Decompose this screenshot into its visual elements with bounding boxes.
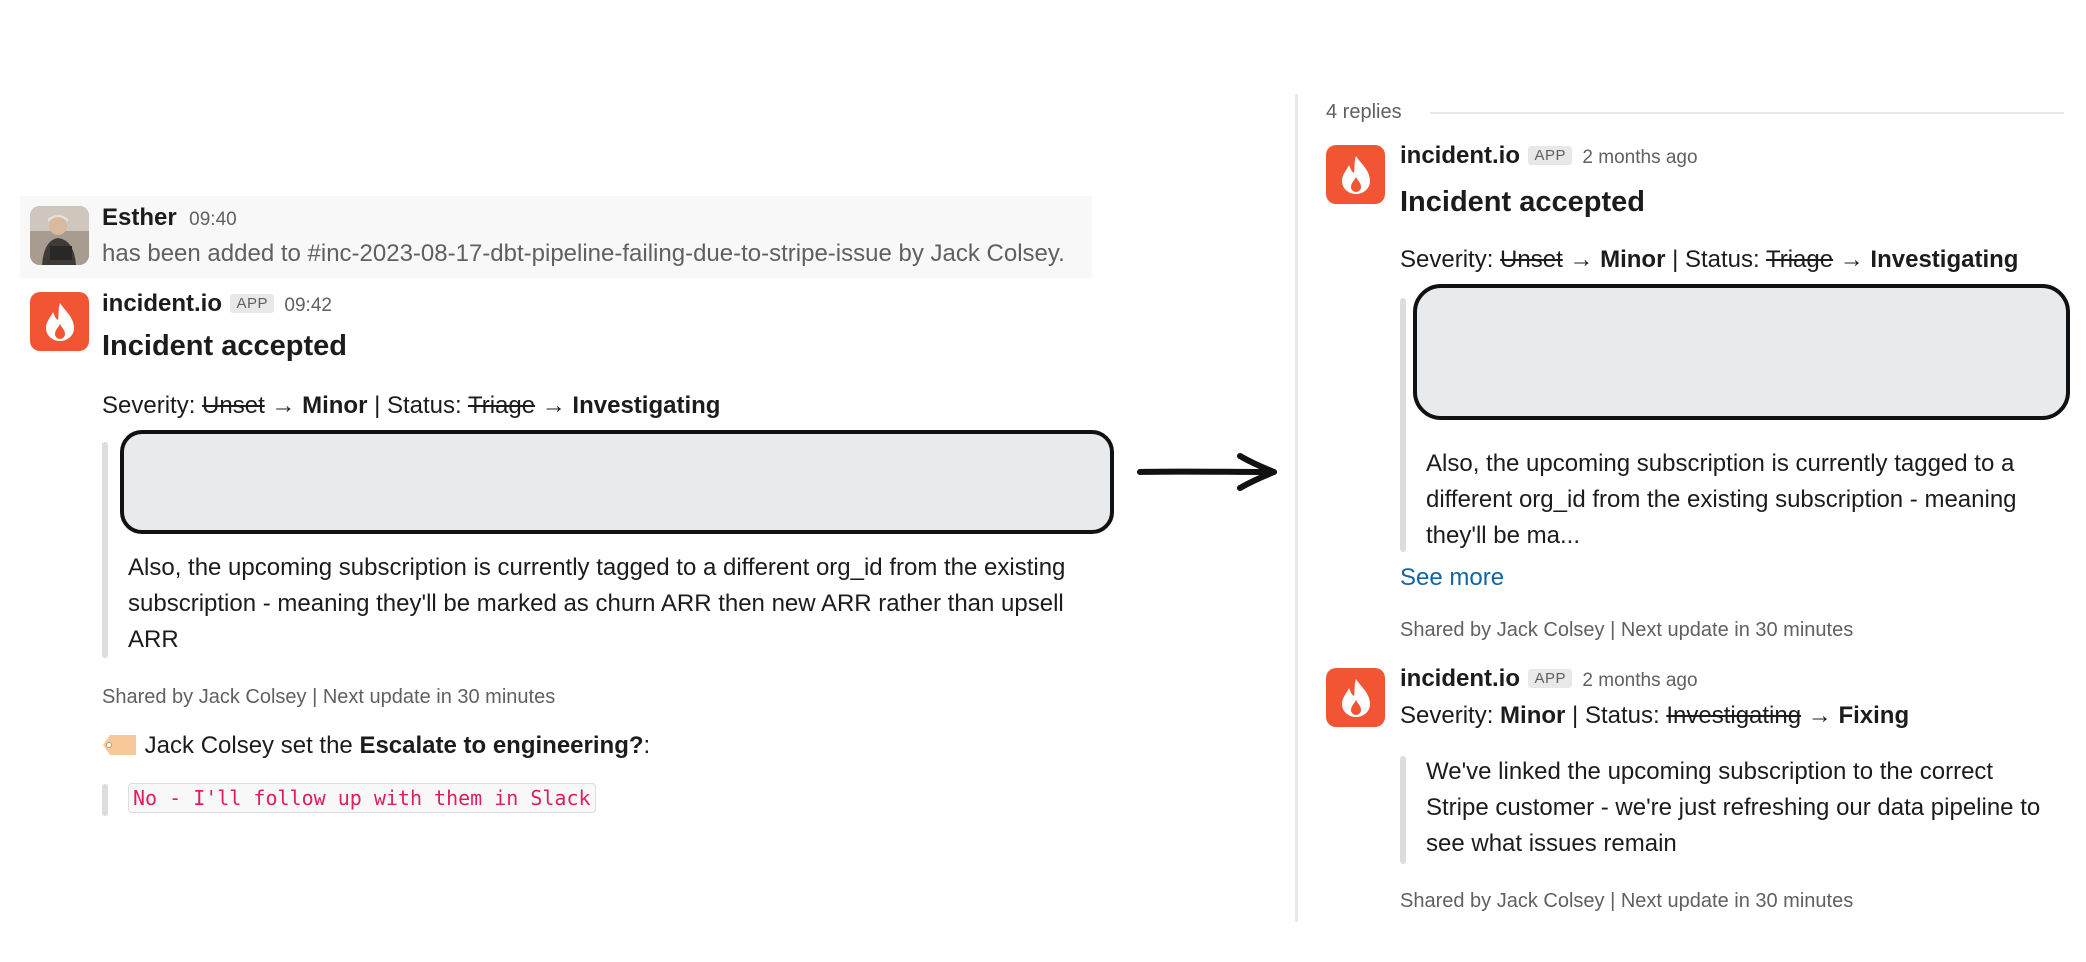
- arrow: →: [1807, 702, 1832, 729]
- replies-count[interactable]: 4 replies: [1326, 101, 1402, 123]
- replies-divider: [1430, 112, 2064, 114]
- severity-value: Minor: [1500, 702, 1566, 729]
- status-new: Investigating: [1870, 246, 2019, 273]
- flame-icon: [1339, 155, 1373, 195]
- severity-old: Unset: [202, 392, 265, 419]
- incident-io-avatar[interactable]: [30, 292, 89, 351]
- incident-io-avatar[interactable]: [1326, 668, 1385, 727]
- thread-vertical-divider: [1295, 94, 1298, 922]
- right-message-2-quote-bar: [1400, 756, 1406, 864]
- arrow: →: [541, 392, 566, 419]
- status-label: | Status:: [367, 392, 462, 419]
- escalation-prefix: Jack Colsey set the: [144, 732, 353, 759]
- escalation-line: [102, 732, 650, 760]
- left-incident-time[interactable]: 09:42: [284, 295, 332, 316]
- left-incident-title: Incident accepted: [102, 330, 347, 362]
- severity-new: Minor: [302, 392, 368, 419]
- quote-line: Also, the upcoming subscription is currently tagged to a different org_id from the existing: [128, 554, 1066, 581]
- quote-line: different org_id from the existing subscription - meaning: [1426, 486, 2017, 513]
- left-redacted-block: [120, 430, 1114, 534]
- escalation-value-code: No - I'll follow up with them in Slack: [128, 783, 596, 813]
- right-quote-text: [1426, 446, 2017, 554]
- severity-new: Minor: [1600, 246, 1666, 273]
- right-message-1-footer: Shared by Jack Colsey | Next update in 30 minutes: [1400, 619, 1854, 641]
- escalation-suffix: :: [643, 732, 651, 759]
- status-old: Triage: [467, 392, 536, 419]
- severity-old: Unset: [1500, 246, 1563, 273]
- esther-message-text: has been added to #inc-2023-08-17-dbt-pipeline-failing-due-to-stripe-issue by Jack Colsey.: [102, 240, 1065, 267]
- label-tag-icon: [102, 734, 138, 756]
- left-quote-text: [128, 550, 1065, 658]
- status-old: Investigating: [1666, 702, 1802, 729]
- right-severity-status-line: [1400, 246, 2018, 274]
- quote-line: Stripe customer - we're just refreshing our data pipeline to: [1426, 794, 2041, 821]
- flame-icon: [43, 302, 77, 342]
- status-old: Triage: [1765, 246, 1834, 273]
- arrow: →: [271, 392, 296, 419]
- status-new: Investigating: [572, 392, 721, 419]
- incident-io-avatar[interactable]: [1326, 145, 1385, 204]
- arrow: →: [1569, 246, 1594, 273]
- quote-line: they'll be ma...: [1426, 522, 1580, 549]
- quote-line: subscription - meaning they'll be marked as churn ARR then new ARR rather than upsell: [128, 590, 1064, 617]
- right-redacted-block: [1413, 284, 2070, 420]
- left-incident-header: [102, 290, 332, 318]
- left-incident-author[interactable]: incident.io: [102, 290, 222, 317]
- right-quote-bar: [1400, 298, 1406, 552]
- esther-message-header: [102, 204, 237, 232]
- right-message-1-author[interactable]: incident.io: [1400, 142, 1520, 169]
- severity-label: Severity:: [1400, 246, 1494, 273]
- left-quote-bar: [102, 442, 108, 658]
- severity-label: Severity:: [102, 392, 196, 419]
- right-message-2-time[interactable]: 2 months ago: [1582, 670, 1698, 691]
- escalation-value-block: [128, 786, 596, 810]
- left-severity-status-line: [102, 392, 720, 420]
- quote-line: Also, the upcoming subscription is currently tagged to a: [1426, 450, 2015, 477]
- right-message-1-time[interactable]: 2 months ago: [1582, 147, 1698, 168]
- severity-label: Severity:: [1400, 702, 1494, 729]
- right-message-2-quote-text: [1426, 754, 2040, 862]
- esther-avatar[interactable]: [30, 206, 89, 265]
- right-message-2-footer: Shared by Jack Colsey | Next update in 30 minutes: [1400, 890, 1854, 912]
- app-badge: APP: [1528, 146, 1572, 165]
- right-message-2-author[interactable]: incident.io: [1400, 665, 1520, 692]
- quote-line: We've linked the upcoming subscription to the correct: [1426, 758, 1994, 785]
- left-footer: Shared by Jack Colsey | Next update in 30 minutes: [102, 686, 556, 708]
- esther-author-name[interactable]: Esther: [102, 204, 177, 231]
- arrow: →: [1839, 246, 1864, 273]
- status-new: Fixing: [1838, 702, 1910, 729]
- flame-icon: [1339, 678, 1373, 718]
- quote-line: ARR: [128, 626, 179, 653]
- person-photo-icon: [30, 206, 89, 265]
- app-badge: APP: [230, 294, 274, 313]
- status-label: | Status:: [1665, 246, 1760, 273]
- arrow-right-icon: [1136, 450, 1280, 494]
- status-label: | Status:: [1565, 702, 1660, 729]
- right-message-1-title: Incident accepted: [1400, 186, 1645, 218]
- escalation-field: Escalate to engineering?: [359, 732, 644, 759]
- right-message-2-status-line: [1400, 702, 1909, 730]
- app-badge: APP: [1528, 669, 1572, 688]
- esther-message-time[interactable]: 09:40: [189, 209, 237, 230]
- right-message-2-header: [1400, 665, 1698, 693]
- see-more-link[interactable]: See more: [1400, 564, 1505, 591]
- escalation-quote-bar: [102, 784, 108, 816]
- right-message-1-header: [1400, 142, 1698, 170]
- quote-line: see what issues remain: [1426, 830, 1677, 857]
